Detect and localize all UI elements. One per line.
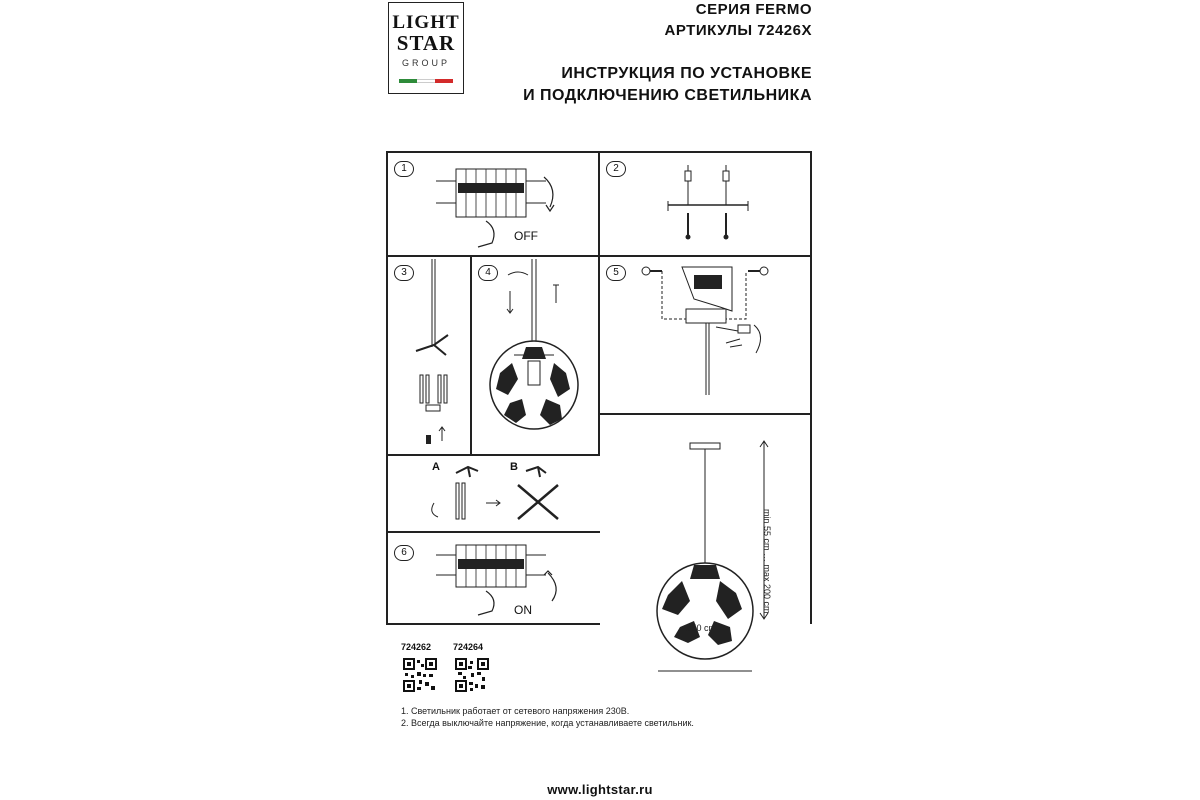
arm-rotation-icon [386, 455, 598, 531]
assembled-pendant-icon [598, 413, 810, 637]
breaker-panel-icon [386, 151, 598, 255]
logo-line-1: LIGHT [392, 12, 460, 33]
step-badge: 6 [394, 545, 414, 561]
mounting-bracket-icon [598, 151, 810, 255]
doc-title-line-2: И ПОДКЛЮЧЕНИЮ СВЕТИЛЬНИКА [523, 87, 812, 104]
article-code: 724262 [401, 642, 432, 652]
italian-flag-icon [399, 79, 453, 83]
step-5-panel [598, 255, 810, 413]
step-badge: 1 [394, 161, 414, 177]
step-4-panel [470, 255, 598, 455]
wiring-connection-icon [598, 255, 810, 413]
logo-line-3: GROUP [401, 58, 450, 68]
step-badge: 2 [606, 161, 626, 177]
qr-code-icon [455, 658, 489, 692]
lamp-holder-assembly-icon [386, 255, 470, 455]
assembled-view-panel [598, 413, 810, 637]
step-6-panel [386, 531, 598, 623]
logo-line-2: STAR [396, 31, 456, 55]
diameter-dimension: ø50 cm [686, 623, 717, 633]
step-badge: 5 [606, 265, 626, 281]
step-3-panel [386, 255, 470, 455]
note-line: 2. Всегда выключайте напряжение, когда устанавливаете светильник. [401, 718, 694, 728]
label-b: B [510, 461, 518, 473]
instruction-grid [386, 151, 812, 637]
off-label: OFF [514, 229, 538, 243]
shade-mounting-icon [470, 255, 598, 455]
step-1-panel [386, 151, 598, 255]
note-line: 1. Светильник работает от сетевого напряжения 230В. [401, 706, 630, 716]
qr-code-icon [403, 658, 437, 692]
on-label: ON [514, 603, 532, 617]
breaker-panel-icon [386, 531, 598, 623]
article-numbers: АРТИКУЛЫ 72426X [664, 22, 812, 39]
brand-logo [388, 2, 464, 94]
step-badge: 3 [394, 265, 414, 281]
step-ab-panel [386, 455, 598, 531]
doc-title-line-1: ИНСТРУКЦИЯ ПО УСТАНОВКЕ [561, 65, 812, 82]
series-name: СЕРИЯ FERMO [695, 1, 812, 18]
height-dimension: min 55 cm … max 200 cm [762, 509, 772, 614]
website-link[interactable]: www.lightstar.ru [547, 782, 653, 797]
label-a: A [432, 461, 440, 473]
safety-notes [401, 705, 694, 729]
step-2-panel [598, 151, 810, 255]
step-badge: 4 [478, 265, 498, 281]
article-code: 724264 [453, 642, 484, 652]
